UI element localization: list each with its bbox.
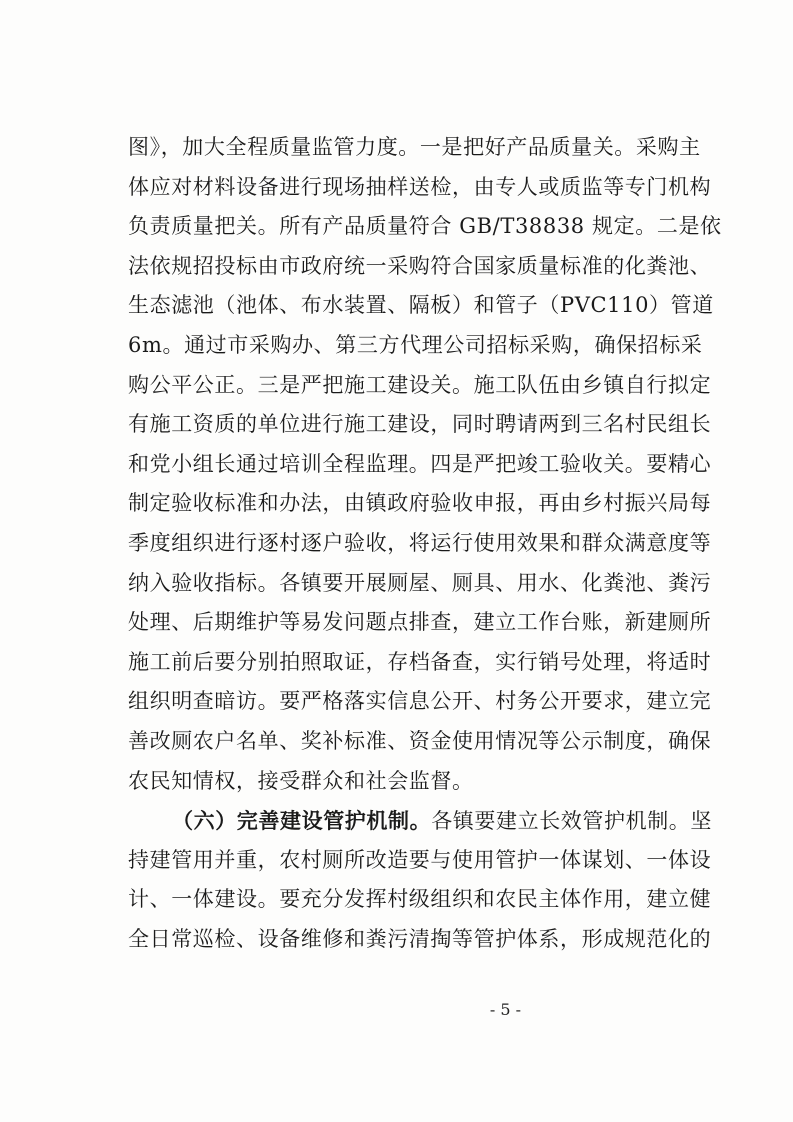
body-text <box>128 128 722 959</box>
body-line: 纳入验收指标。各镇要开展厕屋、厕具、用水、化粪池、粪污 <box>128 570 712 595</box>
paragraph-last-line: 农民知情权，接受群众和社会监督。 <box>128 768 474 793</box>
body-line: 体应对材料设备进行现场抽样送检，由专人或质监等专门机构 <box>128 174 712 199</box>
body-line: 施工前后要分别拍照取证，存档备查，实行销号处理，将适时 <box>128 649 712 674</box>
section-6-first-line <box>128 801 713 841</box>
body-line: 全日常巡检、设备维修和粪污清掏等管护体系，形成规范化的 <box>128 926 712 951</box>
section-6-first-line-text: 各镇要建立长效管护机制。坚 <box>431 809 713 834</box>
body-line: 处理、后期维护等易发问题点排查，建立工作台账，新建厕所 <box>128 610 712 635</box>
body-line: 持建管用并重，农村厕所改造要与使用管护一体谋划、一体设 <box>128 847 712 872</box>
body-line: 组织明查暗访。要严格落实信息公开、村务公开要求，建立完 <box>128 689 712 714</box>
body-line: 购公平公正。三是严把施工建设关。施工队伍由乡镇自行拟定 <box>128 372 712 397</box>
body-line: 图》，加大全程质量监管力度。一是把好产品质量关。采购主 <box>128 135 701 159</box>
page-number: - 5 - <box>489 1000 522 1019</box>
body-line: 有施工资质的单位进行施工建设，同时聘请两到三名村民组长 <box>128 412 712 437</box>
body-line: 负责质量把关。所有产品质量符合 GB/T38838 规定。二是依 <box>128 214 722 239</box>
body-line: 制定验收标准和办法，由镇政府验收申报，再由乡村振兴局每 <box>128 491 712 516</box>
body-line: 计、一体建设。要充分发挥村级组织和农民主体作用，建立健 <box>128 887 712 912</box>
body-line: 善改厕农户名单、奖补标准、资金使用情况等公示制度，确保 <box>128 728 712 753</box>
body-line: 法依规招投标由市政府统一采购符合国家质量标准的化粪池、 <box>128 253 712 278</box>
body-line: 生态滤池（池体、布水装置、隔板）和管子（PVC110）管道 <box>128 293 714 318</box>
body-line: 季度组织进行逐村逐户验收，将运行使用效果和群众满意度等 <box>128 530 712 555</box>
body-line: 和党小组长通过培训全程监理。四是严把竣工验收关。要精心 <box>128 451 712 476</box>
body-line: 6m。通过市采购办、第三方代理公司招标采购，确保招标采 <box>128 332 703 357</box>
section-6-heading: （六）完善建设管护机制。 <box>172 808 432 834</box>
